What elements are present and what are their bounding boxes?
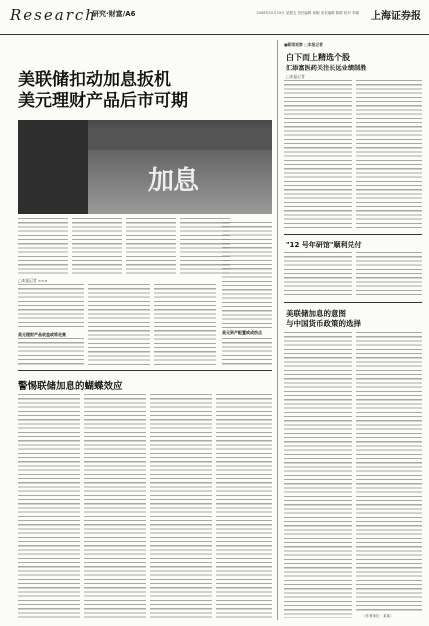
bottom-text-col-2	[84, 394, 146, 618]
lead-headline-line1: 美联储扣动加息扳机	[18, 70, 171, 90]
left-text-col-2	[18, 338, 84, 366]
right-mid-col-2	[356, 252, 422, 298]
photo-sign: 加息	[148, 166, 199, 196]
mid-text-col-3	[222, 222, 272, 328]
mid-text-col-1	[88, 284, 150, 366]
paper-logo: 上海证券报	[371, 11, 421, 22]
mid-subhead: 美元资产配置或成热点	[222, 330, 262, 335]
left-subhead: 美元理财产品收益或将走高	[18, 332, 66, 337]
right-bottom-headline-1: 美联储加息的意图	[286, 309, 346, 318]
issue-meta: 2009年10月19日 星期五 责任编辑 黄刚 美术编辑 陈维 校对 李娜	[256, 11, 359, 15]
bottom-text-col-4	[216, 394, 272, 618]
bottom-headline: 警惕联储加息的蝴蝶效应	[18, 381, 123, 392]
mid-text-col-2	[154, 284, 216, 366]
page-header	[0, 0, 429, 35]
left-text-col	[18, 284, 84, 330]
column-divider	[277, 40, 278, 620]
right-rule-1	[284, 234, 422, 235]
lead-text-col-3	[126, 218, 176, 276]
mid-text-col-4	[222, 338, 272, 366]
right-top-headline-1: 白下而上精选个股	[286, 53, 350, 62]
right-section-label: ■新闻观察 □本报记者	[284, 42, 323, 47]
right-top-headline-2: 汇添富医药关注长远业绩制胜	[286, 65, 367, 72]
lead-headline-line2: 美元理财产品后市可期	[18, 91, 188, 111]
right-top-byline: □本报记者	[286, 74, 305, 79]
lead-text-col-1	[18, 218, 68, 276]
masthead: Research	[10, 6, 97, 24]
section-label: 研究·财富/A6	[92, 10, 136, 18]
lead-photo	[18, 120, 272, 214]
right-mid-col-1	[284, 252, 352, 298]
photo-roof	[88, 128, 272, 150]
lead-text-col-2	[72, 218, 122, 276]
right-mid-headline: "12 号年研馆"顺利兑付	[286, 241, 362, 249]
right-rule-2	[284, 302, 422, 303]
right-bottom-headline-2: 与中国货币政策的选择	[286, 319, 361, 328]
lead-headline	[18, 70, 188, 112]
bottom-text-col-3	[150, 394, 212, 618]
right-top-col-1	[284, 80, 352, 230]
bottom-text-col-1	[18, 394, 80, 618]
lead-byline: □本报记者 ×××	[18, 278, 48, 283]
right-bottom-byline: （作者单位：某某）	[362, 614, 394, 618]
photo-building	[18, 120, 88, 214]
right-bottom-col-1	[284, 332, 352, 618]
right-bottom-col-2	[356, 332, 422, 612]
right-top-col-2	[356, 80, 422, 230]
section-rule	[18, 370, 272, 371]
